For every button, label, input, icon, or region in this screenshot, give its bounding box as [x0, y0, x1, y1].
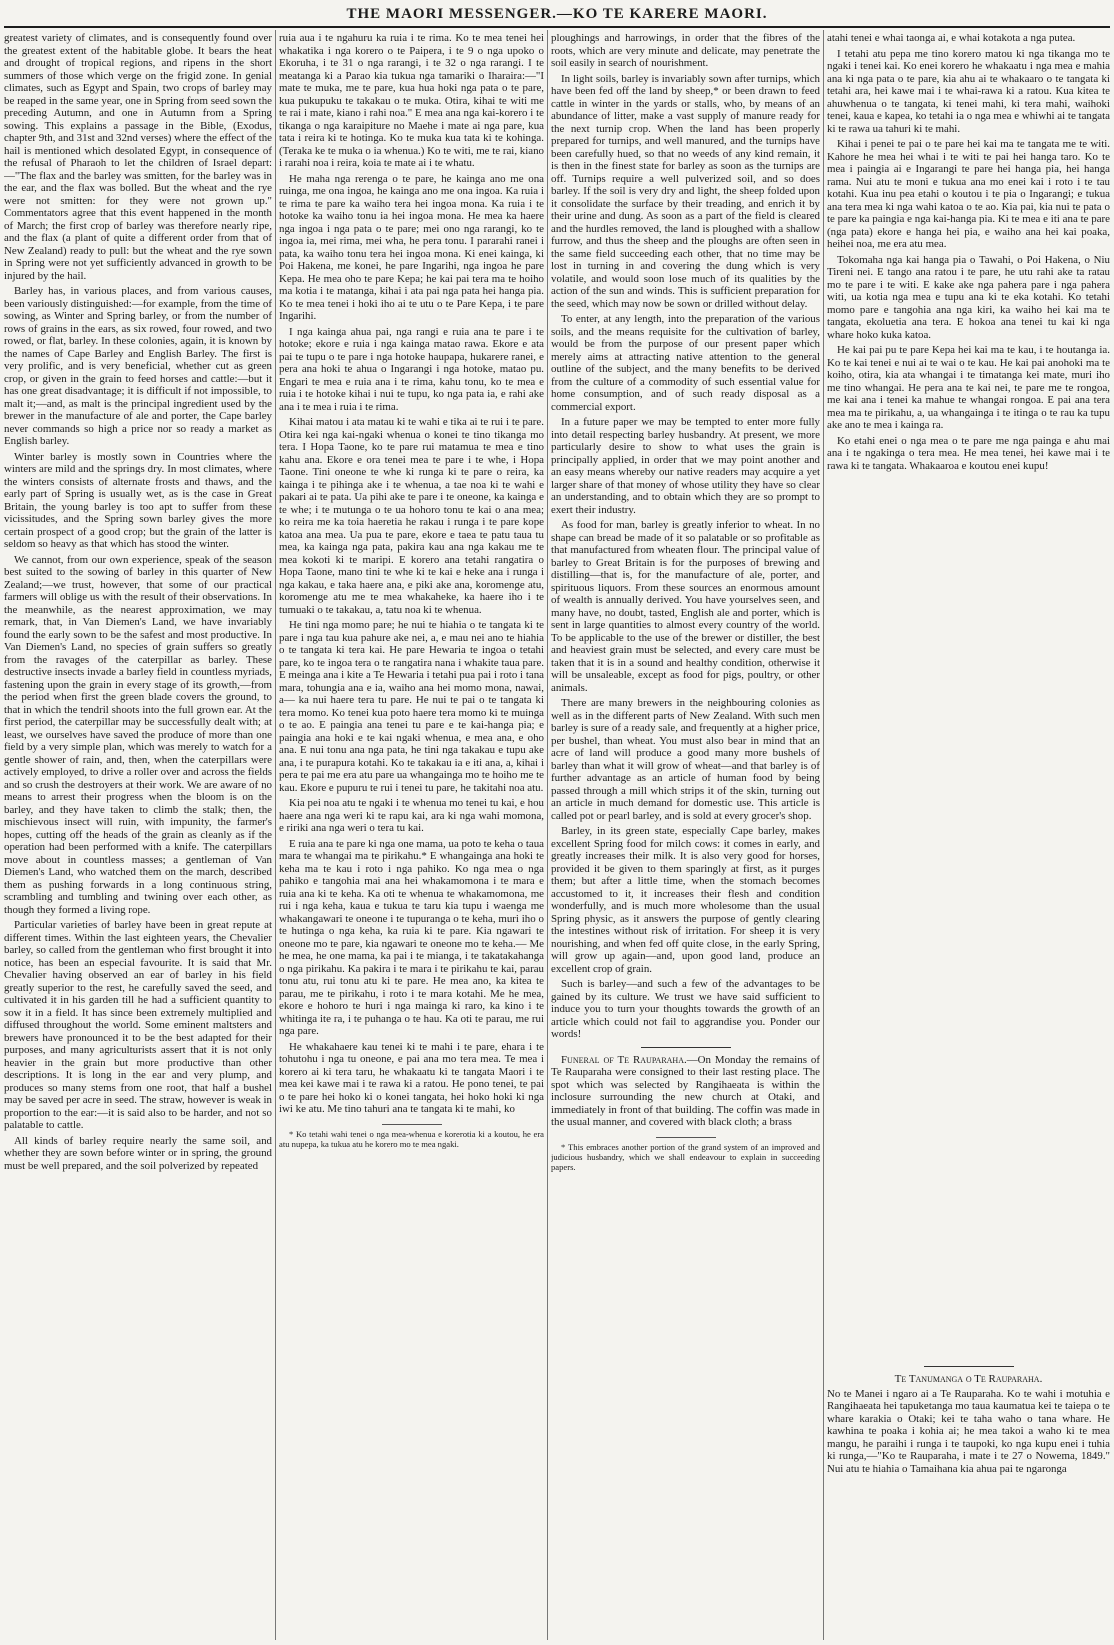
article-paragraph: Kia pei noa atu te ngaki i te whenua mo tenei tu kai, e hou haere ana nga weri ki te rapu kai, ara ki nga wahi momona, e ririki ana nga weri o tera tu kai.	[279, 797, 544, 834]
article-paragraph: He whakahaere kau tenei ki te mahi i te pare, ehara i te tohutohu i nga tu oneone, e pai ana mo tera mea. Te mea i korero ai ki tera taru, he whakaatu ki te tangata Maori i te mea kei kawe mai i te rawa ki a ratou. He pono tenei, te pai o te pare hei hoko ki o konei tangata, hei hoko hoki ki nga iwi ke atu. Me tino tahuri ana te tangata ki te mahi, ko	[279, 1040, 544, 1115]
article-paragraph: All kinds of barley require nearly the same soil, and whether they are sown before winter or in spring, the ground must be well prepared, and the soil polverized by repeated	[4, 1134, 272, 1172]
column-divider	[547, 30, 548, 1640]
article-paragraph: Kihai matou i ata matau ki te wahi e tika ai te rui i te pare. Otira kei nga kai-ngaki whenua o konei te tino tikanga mo tera. I Hopa Taone, ko te pare rui matamua te mea e tino kahu ana. Ekore e ora tenei mea te pare i te whe, i Hopa Taone. Tini oneone te whe ki runga ki te pare o reira, ka kainga i te pihinga ake i te whenua, a tae noa ki te wahi e pakari ai te pata. Ua pihi ake te pare i te oneone, ka kainga e te whe; i te mutunga o te ua hohoro tonu te kai o ana mea; ko reira me ka toia haeretia he rakau i runga i te pare kope katoa ana mea. Ua pua te pare, ekore e taea te patu taua tu mea, ka kainga nga pata, pakira kau ana nga kakau me te mea kokoti ki te maripi. E korero ana tetahi rangatira o Hopa Taone, mano tini te whe ki te kai e heke ana i runga i nga kakau, e taka haere ana, e piki ake ana, koromenge atu, koromenge atu me te mea whakaheke, ka haere iho i te tumuaki o te takakau, a, tatu noa ki te whenua.	[279, 416, 544, 616]
page-header: THE MAORI MESSENGER.—KO TE KARERE MAORI.	[346, 6, 768, 22]
article-paragraph: Kihai i penei te pai o te pare hei kai ma te tangata me te witi. Kahore he mea hei whai i te witi te pai hei hanga taro. Ko te mea i paingia ai e Ingarangi te pare hei hanga pia, hei hanga rama. Nui atu te moni e tukua ana mo enei kai i roto i te tau kotahi. Kua inu pea etahi o koutou i te pia o Ingarangi; e tukua ana tera mea ki nga wahi katoa o te ao. Kia pai, kia nui te pata o te pare ka paingia e nga kai-hanga pia. Ki te mea e iti ana te pare (nga pata) ekore e hanga hei pia, e waiho ana hei kai poaka, heihei noa, me era atu mea.	[827, 138, 1110, 250]
header-rule	[4, 26, 1110, 28]
article-separator	[924, 1366, 1014, 1367]
funeral-notice-maori	[827, 1360, 1110, 1478]
article-paragraph: In light soils, barley is invariably sown after turnips, which have been fed off the land by sheep,* or been drawn to feed cattle in winter in the yards or stalls, who, by means of an abundance of litter, make a vast supply of manure ready for the next turnip crop. When the land has been properly prepared for turnips, and well manured, and the turnips have been carefully hued, so that no weeds of any kind remain, it is then in the finest state for barley as soon as the turnips are off. Turnips require a well pulverized soil, and so does barley. If the soil is very dry and light, the sheep folded upon it consolidate the surface by their treading, and enrich it by their urine and dung. As soon as a part of the field is cleared and the hurdles removed, the land is ploughed with a shallow furrow, and thus the sheep and the ploughs are often seen in the same field succeeding each other, that no time may be lost in turning in and covering the dung which is very volatile, and would soon lose much of its qualities by the action of the sun and winds. This is sufficient preparation for the seed, which may now be sown or drilled without delay.	[551, 72, 820, 310]
column-divider	[823, 30, 824, 1640]
footnote: * This embraces another portion of the grand system of an improved and judicious husbandry, which we shall endeavour to explain in succeeding papers.	[551, 1141, 820, 1172]
article-paragraph: There are many brewers in the neighbouring colonies as well as in the different parts of New Zealand. With such men barley is sure of a ready sale, and frequently at a higher price, per bushel, than wheat. You must also bear in mind that an acre of land will produce a good many more bushels of barley than what it will grow of wheat—and that barley is of further advantage as an article of human food by being passed through a mill which strips it of the skin, turning out an article in much demand for domestic use. This article is called pot or pearl barley, and is sold at every grocer's shop.	[551, 697, 820, 822]
article-paragraph: To enter, at any length, into the preparation of the various soils, and the means requisite for the cultivation of barley, would be from the purpose of our present paper which merely aims at attracting native attention to the general outline of the subject, and the many benefits to be derived from the culture of a commodity of such essential value for home consumption, and of such ready disposal as a commercial export.	[551, 313, 820, 413]
article-separator	[641, 1047, 731, 1048]
funeral-notice-maori-title: Te Tanumanga o Te Rauparaha.	[894, 1373, 1043, 1385]
article-paragraph: ploughings and harrowings, in order that the fibres of the roots, which are very minute and delicate, may penetrate the soil easily in search of nourishment.	[551, 32, 820, 69]
article-paragraph: I nga kainga ahua pai, nga rangi e ruia ana te pare i te hotoke; ekore e ruia i nga kainga matao rawa. Ekore e ata pai te tupu o te pare i nga hotoke haupapa, hukarere ranei, e pera ana hoki te ahua o Ingarangi i nga hotoke, matao pu. Engari te mea e ruia ana i te rima, kahu tonu, ko te mea e ruia i te hotoke kihai i nui te tupu, ko nga pata ia, e rahi ake ana i te mea i ruia i te rima.	[279, 325, 544, 413]
article-paragraph: Tokomaha nga kai hanga pia o Tawahi, o Poi Hakena, o Niu Tireni nei. E tango ana ratou i te pare, he utu rahi ake ta ratau mo te pare i te witi. E kake ake nga pahera pare i nga pahera witi, ua kotia nga mea e tupu ana ki te eka kotahi. Ko tetahi momo pare e tangohia ana nga kiri, ka waiho hei kai ma te tangata, ekoluetia ana tera. E hokoa ana tenei tu kai ki nga whare hoko kuka katoa.	[827, 253, 1110, 341]
article-paragraph: We cannot, from our own experience, speak of the season best suited to the sowing of barley in this quarter of New Zealand;—we trust, however, that some of our practical farmers will oblige us with the result of their observations. In the meanwhile, as the nearest approximation, we may remark, that, in Van Diemen's Land, we have invariably found the early sown to be the safest and most productive. In Van Diemen's Land, no species of grain suffers so greatly from the ravages of the caterpillar as barley. These destructive insects invade a barley field in countless myriads, fastening upon the grain in every stage of its growth,—from the period when first the green blade covers the ground, to that in which the tendril shoots into the full grown ear. At the first period, the caterpillar may be successfully dealt with; at least, we ourselves have saved the produce of more than one field by a very simple plan, which was merely to watch for a gentle shower of rain, and, then, when the caterpillars were actively employed, to drive a roller over and across the fields and so crush the destroyers at their work. We are aware of no means to arrest their progress when the bloom is on the barley, and they have taken to climb the stalk; then, the mischievous insect will ruin, with impunity, the farmer's hopes, cutting off the heads of the grain as cleanly as if the operation had been performed with a knife. The caterpillars move about in countless masses; a gentleman of Van Diemen's Land, who watched them on the march, described them as pushing forwards in a long continuous string, scrambling and tumbling and twining over each other, as though they formed a living rope.	[4, 553, 272, 916]
footnote: * Ko tetahi wahi tenei o nga mea-whenua e korerotia ki a koutou, he era atu nupepa, ka tukua atu he korero mo te mea ngaki.	[279, 1128, 544, 1149]
funeral-notice	[551, 1054, 820, 1129]
article-paragraph: He maha nga rerenga o te pare, he kainga ano me ona ruinga, me ona ingoa, he kainga ano me ona ingoa. Ka ruia i te rima te pare ka waiho tera hei ingoa mona. Ka ruia i te hotoke ka waiho tonu ia hei ingoa mona. He mea ka haere nga ingoa i nga pata o te pare; mei ono nga rarangi, ko te ingoa ia, mei rima, mei wha, he pera tonu. I pararahi ranei i pata, ka waiho tonu tera hei ingoa mona. Ki enei kainga, ki Poi Hakena, me konei, he pare Ingarihi, nga ingoa he pare Kepa. He mea oho te pare Kepa; he kai pai tera ma te hoiho ma kotia i te matanga, kihai i ata pai nga pata hei hanga pia. Ko te mea tenei i hoki iho ai te utu o te Pare Kepa, i te pare Ingarihi.	[279, 172, 544, 322]
article-paragraph: Such is barley—and such a few of the advantages to be gained by its culture. We trust we have said sufficient to induce you to turn your thoughts towards the growth of an article which could not fail to aggrandise you. Ponder our words!	[551, 978, 820, 1040]
article-paragraph: Winter barley is mostly sown in Countries where the winters are mild and the springs dry. In most climates, where the winters consists of alternate frosts and thaws, and the early part of Spring is usually wet, as is the case in Great Britain, the young barley is too apt to suffer from these vicissitudes, and the Spring sown barley gives the more certain prospect of a good crop; but the grain of the latter is seldom so heavy as that which has stood the winter.	[4, 450, 272, 550]
article-paragraph: He tini nga momo pare; he nui te hiahia o te tangata ki te pare i nga tau kua pahure ake nei, a, e mau nei ano te hiahia o te tangata ki tera kai. He pare Hewaria te ingoa o tetahi pare, ko te ingoa tera o te rangatira nana i whakite taua pare. E meinga ana i kite a Te Hewaria i tetahi pua pai i roto i tana mara, tohungia ana e ia, waiho ana hei momo mona, nawai, a— ka nui haere tera tu pare. He nui te pai o te tangata ki tera momo. Ko tenei kua poto haere tera momo ki te muinga o te ao. E paingia ana tenei tu pare e te kai-hanga pia; e paingia ana hoki e te kai ngaki whenua, e mea ana, e oho ana. E nui tonu ana nga pata, he tini nga takakau e tupu ake ana, i te purapura kotahi. Ko te takakau ia e iti ana, a, kihai i pera te pai me era atu pare ua whangainga mo te hoiho me te kau. Ekore e pupuru te rui i tenei tu pare, he takitahi noa atu.	[279, 619, 544, 794]
article-paragraph: greatest variety of climates, and is consequently found over the greatest extent of the habitable globe. It bears the heat and drought of tropical regions, and ripens in the short summers of those which verge on the frigid zone. In genial climates, such as Egypt and Spain, two crops of barley may be reaped in the same year, one in Spring from seed sown the preceding Autumn, and one in Autumn from a Spring sowing. This explains a passage in the Bible, (Exodus, chapter 9th, and 31st and 32nd verses) where the effect of the hail is mentioned which desolated Egypt, in consequence of the refusal of Pharaoh to let the children of Israel depart:—"The flax and the barley was smitten, for the barley was in the ear, and the flax was bolled. But the wheat and the rye were not smitten: for they were not grown up." Commentators agree that this event happened in the month of March; the first crop of barley was therefore nearly ripe, and the flax (a plant of quite a different order from that of New Zealand) ready to pull: but the wheat and the rye sown in Spring were not yet sufficiently advanced in growth to be injured by the hail.	[4, 32, 272, 282]
article-paragraph: ruia aua i te ngahuru ka ruia i te rima. Ko te mea tenei hei whakatika i nga korero o te Paipera, i te 9 o nga upoko o Ekoruha, i te 31 o nga rarangi, i te 32 o nga rarangi. I te meatanga ki a Parao kia tukua nga tamariki o Iharaira:—"I mate te muka, me te pare, kua hua hoki nga pata o te pare, kua pukupuku te takakau o te muka. Otira, kihai te witi me te rai i mate, kiano i rahi noa." E mea ana nga kai-korero i te tikanga o nga karaipiture no Maehe i mate ai nga pare, kua tata i reira ki te hotinga. Ko te muka kua tata ki te kohinga. (Teraka ke te muka o ia whenua.) Ko te witi, me te rai, kiano i rarahi noa i reira, koia te mate ai i te whatu.	[279, 32, 544, 169]
column-english-1	[4, 32, 272, 1637]
article-paragraph: As food for man, barley is greatly inferior to wheat. In no shape can bread be made of it so palatable or so profitable as that manufactured from wheaten flour. The principal value of barley to Great Britain is for the purposes of brewing and distilling—that is, for the manufacture of ale, porter, and spirituous liquors. From these sources an enormous amount of wealth is annually derived. You have yourselves seen, and many have, no doubt, tasted, English ale and porter, which is sent in large quantities to almost every country of the world. To be applicable to the use of the brewer or distiller, the best and heaviest grain must be selected, and every care must be taken that it is in a sound and healthy condition, otherwise it will be unsaleable, except as food for pigs, poultry, or other animals.	[551, 519, 820, 694]
article-paragraph: E ruia ana te pare ki nga one mama, ua poto te keha o taua mara te whangai ma te pirikahu.* E whangainga ana hoki te keha ma te kau i roto i nga pahiko. Ko nga mea o nga pahiko e tangohia mai ana hei whakamomona i te mara e ruia ana ki te keha. Ka oti te whenua te whakamomona, me rui i nga keha, kaua e tukua te taru kia tupu i waenga me whakangawari te oneone i te tupuranga o te keha, muri iho o te hutinga o nga keha, ka ruia ki te pare. Kia ngawari te oneone mo te pare, kia ngawari te oneone mo te keha.— Me he mea, he one mama, ka pai i te mianga, i te takatakahanga o nga pirikahu. Ka pakira i te mara i te pirikahu te kai, parau tonu atu, rui tonu atu ki te pare. He mea ano, ka kitea te parau, me te pirikahu, i roto i te mara kotahi. Me he mea, ekore e hohoro te huri i nga mainga ki raro, ka kino i te whitinga ite ra, i te puhanga o te hau. Ka oti te parau, me rui nga pare.	[279, 837, 544, 1037]
footnote-rule	[656, 1137, 716, 1138]
article-paragraph: In a future paper we may be tempted to enter more fully into detail respecting barley husbandry. At present, we more particularly desire to show to what uses the grain is principally applied, in order that we may point another and an easy means whereby our native readers may acquire a yet larger share of that money of whose utility they have so clear an understanding, and to obtain which they are so prompt to exert their industry.	[551, 416, 820, 516]
article-paragraph: Particular varieties of barley have been in great repute at different times. Within the last eighteen years, the Chevalier barley, so called from the gentleman who first brought it into notice, has been an especial favourite. It is said that Mr. Chevalier having observed an ear of barley in his field greatly superior to the rest, he carefully saved the seed, and cultivated it in his garden till he had a sufficient quantity to sow it in a field. It has since been extremely multiplied and diffused throughout the world. Some eminent maltsters and brewers have pronounced it to be the best adapted for their purposes, and many agriculturists assert that it is not only heavier in the grain but more productive than other descriptions. It is long in the ear and very plump, and produces so many stems from one root, that half a bushel may be saved per acre in seed. The straw, however is weak in proportion to the ear:—it is said also to be harder, and not so palatable to cattle.	[4, 919, 272, 1131]
funeral-notice-text: —On Monday the remains of Te Rauparaha were consigned to their last resting place. The spot which was selected by Rangihaeata is within the inclosure surrounding the new church at Otaki, and immediately in front of that building. The coffin was made in the usual manner, and covered with black cloth; a brass	[551, 1053, 820, 1128]
article-paragraph: He kai pai pu te pare Kepa hei kai ma te kau, i te houtanga ia. Ko te kai tenei e nui ai te wai o te kau. He kai pai anohoki ma te koiho, otira, kia ata whangai i te timatanga kei mate, muri iho me tino whangai. He pera ana te kai nei, te pare me te rongoa, me kai ana i tenei ka mahue te whangai rongoa. E pai ana tera mea ma te pirikahu, a, ua whangainga i te itinga o te rau ka tupu ake ano te mea i kainga ra.	[827, 344, 1110, 431]
column-maori-2	[827, 32, 1110, 1637]
funeral-notice-maori-text: No te Manei i ngaro ai a Te Rauparaha. Ko te wahi i motuhia e Rangihaeata hei tapuketanga mo taua kaumatua kei te taiepa o te whare karakia o Otaki; kei te taha waho o tana whare. He kawhina te poaka i kohia ai; he mea takoi a waho ki te mea mangu, he paraihi i runga i te taupoki, ko nga kupu enei i tuhia ki runga,—"Ko te Rauparaha, i mate i te 27 o Nowema, 1849." Nui atu te hiahia o Tamaihana kia ahua pai te ngaronga	[827, 1387, 1110, 1475]
article-paragraph: Ko etahi enei o nga mea o te pare me nga painga e ahu mai ana i te ngakinga o tera mea. He mea tenei, hei kawe mai i te rawa ki te tangata. Whakaaroa e koutou enei kupu!	[827, 434, 1110, 472]
footnote-rule	[382, 1124, 442, 1125]
article-paragraph: Barley has, in various places, and from various causes, been variously distinguished:—for example, from the time of sowing, as Winter and Spring barley, or from the number of rows of grains in the ears, as six rowed, four rowed, and two rowed, or flat, barley. In these colonies, again, it is known by the names of Cape Barley and English Barley. The first is very prolific, and is very beneficial, whether cut as green crop, or given in the grain to feed horses and cattle:—but it has one great disadvantage; it is difficult if not impossible, to malt it;—and, as malt is the principal ingredient used by the brewer in the manufacture of ale and porter, the Cape barley never commands so high a price nor so ready a market as English barley.	[4, 285, 272, 447]
article-paragraph: Barley, in its green state, especially Cape barley, makes excellent Spring food for milch cows: it comes in early, and greatly increases their milk. It is also very good for horses, provided it be given to them sparingly at first, as it purges them; but after a little time, when the stomach becomes accustomed to it, it increases their flesh and condition wonderfully, and is much more wholesome than the usual Spring physic, as it answers the purpose of gently clearing the intestines without risk of irritation. For sheep it is very nourishing, and when fed off quite close, in the early Spring, will grow up again—and, upon good land, produce an excellent crop of grain.	[551, 825, 820, 975]
column-english-2	[551, 32, 820, 1637]
funeral-notice-title: Funeral of Te Rauparaha.	[561, 1053, 687, 1066]
column-divider	[275, 30, 276, 1640]
article-paragraph: I tetahi atu pepa me tino korero matou ki nga tikanga mo te ngaki i tenei kai. Ko enei korero he whakaatu i nga mea e mahia ana ki nga pata o te pare, kia ahu ai te whakaaro o te tangata ki tetahi ara, hei kawe mai i te whai-rawa ki a ratou. Kua kitea te ahuwhenua o te tangata, ki tenei mahi, ki tera mahi, waihoki tenei, kaua e kapea, ko tetahi ia o nga mea e whiwhi ai te tangata ki te rawa ua tahuri ki te mahi.	[827, 47, 1110, 135]
article-paragraph: atahi tenei e whai taonga ai, e whai kotakota a nga putea.	[827, 32, 1076, 44]
column-maori-1	[279, 32, 544, 1637]
